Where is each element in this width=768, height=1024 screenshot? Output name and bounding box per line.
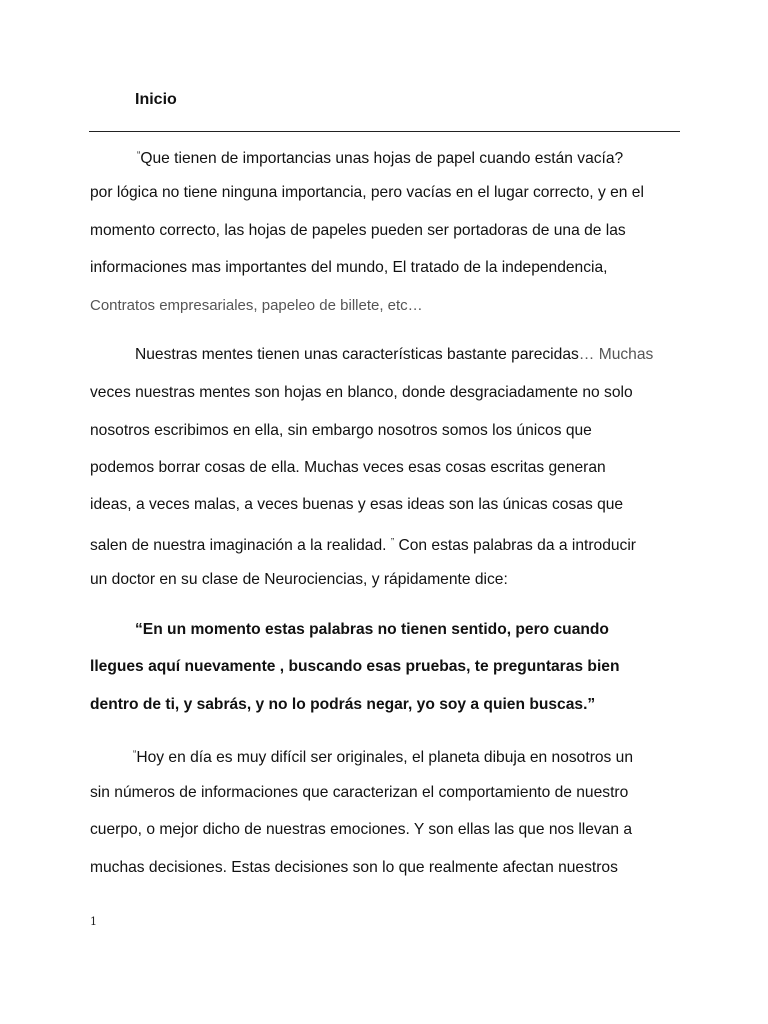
heading-divider — [89, 131, 680, 132]
paragraph-4-line-4: muchas decisiones. Estas decisiones son lo que realmente afectan nuestros — [90, 859, 618, 876]
quote-line-3: dentro de ti, y sabrás, y no lo podrás negar, yo soy a quien buscas.” — [90, 696, 596, 713]
paragraph-4-line-3: cuerpo, o mejor dicho de nuestras emociones. Y son ellas las que nos llevan a — [90, 821, 633, 838]
page-number: 1 — [90, 915, 97, 928]
paragraph-4-line-1-text: Hoy en día es muy difícil ser originales, el planeta dibuja en nosotros un — [136, 749, 634, 766]
paragraph-1-line-2: por lógica no tiene ninguna importancia, pero vacías en el lugar correcto, y en el — [90, 184, 644, 201]
paragraph-2-line-1-text: Nuestras mentes tienen unas características bastante parecidas — [135, 346, 579, 363]
paragraph-4-line-2: sin números de informaciones que caracterizan el comportamiento de nuestro — [90, 784, 629, 801]
page-title: Inicio — [135, 91, 177, 108]
open-quote-mark: “ — [137, 150, 141, 161]
quote-line-1: “En un momento estas palabras no tienen sentido, pero cuando — [135, 621, 609, 638]
paragraph-2-line-3: nosotros escribimos en ella, sin embargo nosotros somos los únicos que — [90, 422, 592, 439]
paragraph-2-line-5: ideas, a veces malas, a veces buenas y esas ideas son las únicas cosas que — [90, 496, 624, 513]
paragraph-4-line-1 — [133, 745, 633, 768]
open-quote-mark-2: “ — [133, 749, 137, 760]
paragraph-1-line-4: informaciones mas importantes del mundo, El tratado de la independencia, — [90, 259, 608, 276]
paragraph-2-line-7: un doctor en su clase de Neurociencias, y rápidamente dice: — [90, 571, 508, 588]
paragraph-2-line-6-tail: Con estas palabras da a introducir — [394, 537, 636, 554]
paragraph-1-line-3: momento correcto, las hojas de papeles pueden ser portadoras de una de las — [90, 222, 626, 239]
paragraph-2-line-6-text: salen de nuestra imaginación a la realidad. — [90, 537, 391, 554]
paragraph-2-line-2: veces nuestras mentes son hojas en blanco, donde desgraciadamente no solo — [90, 384, 633, 401]
paragraph-2-line-4: podemos borrar cosas de ella. Muchas veces esas cosas escritas generan — [90, 459, 606, 476]
close-quote-mark: ” — [390, 537, 395, 548]
paragraph-2-line-6 — [90, 533, 636, 556]
paragraph-1-line-5: Contratos empresariales, papeleo de billete, etc… — [90, 297, 423, 314]
paragraph-1-line-1 — [137, 146, 623, 169]
quote-line-2: llegues aquí nuevamente , buscando esas pruebas, te preguntaras bien — [90, 658, 620, 675]
paragraph-1-line-1-text: Que tienen de importancias unas hojas de papel cuando están vacía? — [140, 150, 624, 167]
paragraph-2-line-1 — [135, 345, 653, 365]
paragraph-2-line-1-tail: … Muchas — [578, 346, 654, 363]
